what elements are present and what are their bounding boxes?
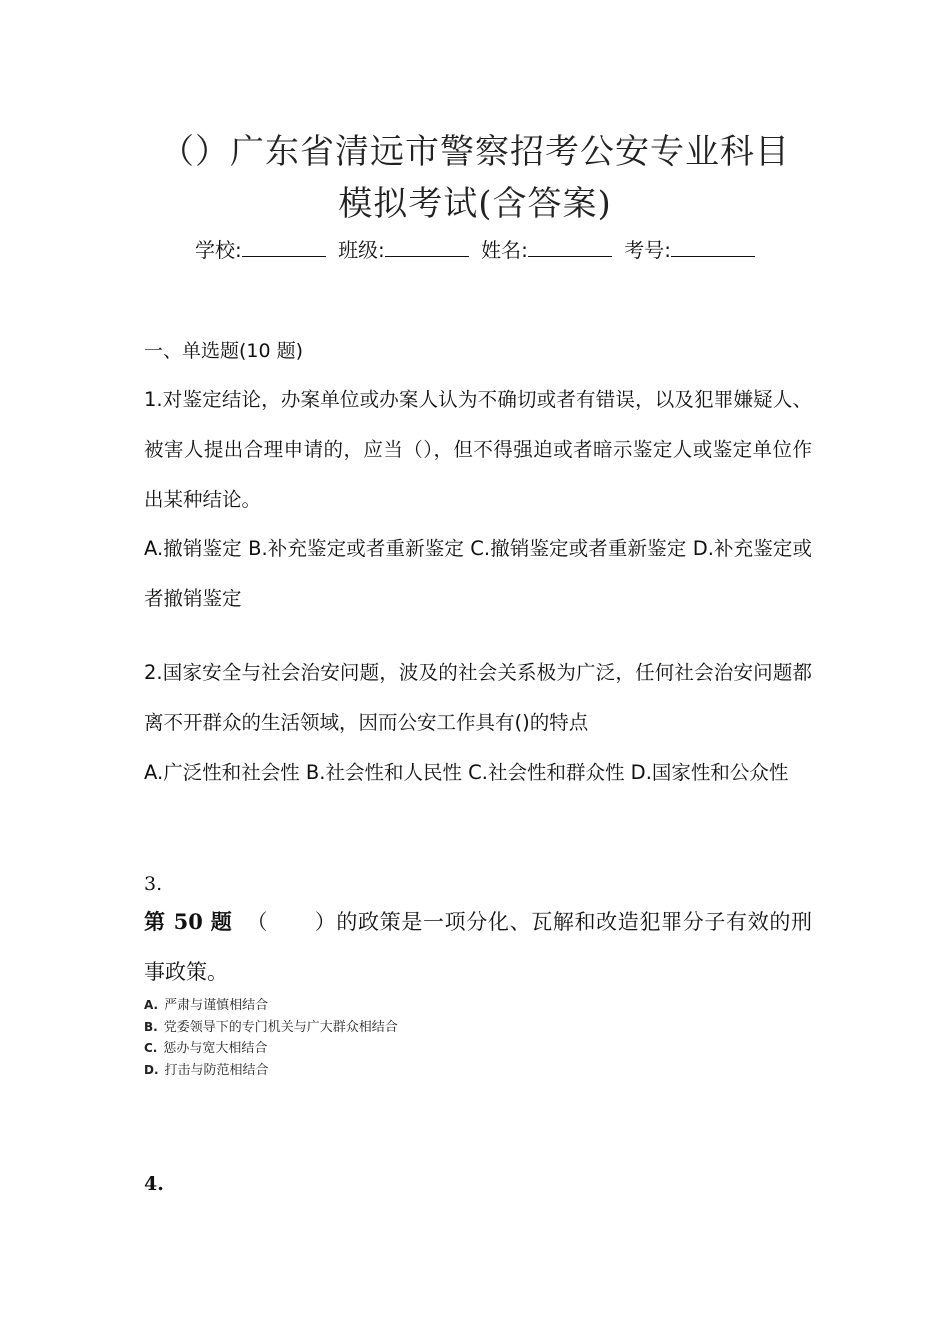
question-3-paren-open: （ xyxy=(246,910,269,934)
question-2-options: A.广泛性和社会性 B.社会性和人民性 C.社会性和群众性 D.国家性和公众性 xyxy=(144,761,789,784)
option-key: A. xyxy=(144,998,159,1012)
page-title-line-1: （）广东省清远市警察招考公安专业科目 xyxy=(160,132,790,172)
class-label: 班级: xyxy=(338,238,385,262)
page-title-line-2: 模拟考试(含答案) xyxy=(338,184,612,224)
exam-number-label: 考号: xyxy=(624,238,672,262)
name-field xyxy=(481,238,612,262)
option-text: 严肃与谨慎相结合 xyxy=(164,998,269,1013)
exam-number-field xyxy=(624,238,755,262)
class-blank xyxy=(385,238,469,257)
question-1-options: A.撤销鉴定 B.补充鉴定或者重新鉴定 C.撤销鉴定或者重新鉴定 D.补充鉴定或者撤销鉴定 xyxy=(144,537,812,610)
question-2-stem: 2.国家安全与社会治安问题，波及的社会关系极为广泛，任何社会治安问题都离不开群众的生活领域，因而公安工作具有()的特点 xyxy=(144,661,812,734)
class-field xyxy=(338,238,469,262)
question-3-option-d xyxy=(144,1060,398,1082)
option-key: D. xyxy=(144,1062,159,1077)
name-blank xyxy=(528,238,612,257)
option-key: B. xyxy=(144,1019,158,1034)
question-3-label: 第 50 题 xyxy=(144,909,233,934)
question-3-option-b xyxy=(144,1017,398,1039)
option-text: 打击与防范相结合 xyxy=(164,1062,269,1078)
question-3-options xyxy=(144,995,398,1081)
question-3-option-c xyxy=(144,1038,398,1060)
exam-number-blank xyxy=(671,238,755,257)
question-4-number: 4. xyxy=(144,1173,164,1195)
question-1-stem: 1.对鉴定结论，办案单位或办案人认为不确切或者有错误，以及犯罪嫌疑人、被害人提出合理申请的，应当（），但不得强迫或者暗示鉴定人或鉴定单位作出某种结论。 xyxy=(144,388,812,511)
student-info-row xyxy=(0,236,950,264)
name-label: 姓名: xyxy=(481,238,528,262)
question-3-number: 3. xyxy=(144,873,163,895)
question-3-paren-close: ） xyxy=(314,910,337,934)
option-key: C. xyxy=(144,1041,158,1055)
school-field xyxy=(195,238,326,262)
school-label: 学校: xyxy=(194,238,242,262)
question-3-stem xyxy=(144,897,812,997)
question-3-stem-text: 的政策是一项分化、瓦解和改造犯罪分子有效的刑事政策。 xyxy=(144,910,812,984)
school-blank xyxy=(242,238,326,257)
question-3-option-a xyxy=(144,995,398,1017)
option-text: 惩办与宽大相结合 xyxy=(163,1041,268,1056)
section-heading: 一、单选题(10 题) xyxy=(144,340,304,362)
option-text: 党委领导下的专门机关与广大群众相结合 xyxy=(163,1019,398,1035)
